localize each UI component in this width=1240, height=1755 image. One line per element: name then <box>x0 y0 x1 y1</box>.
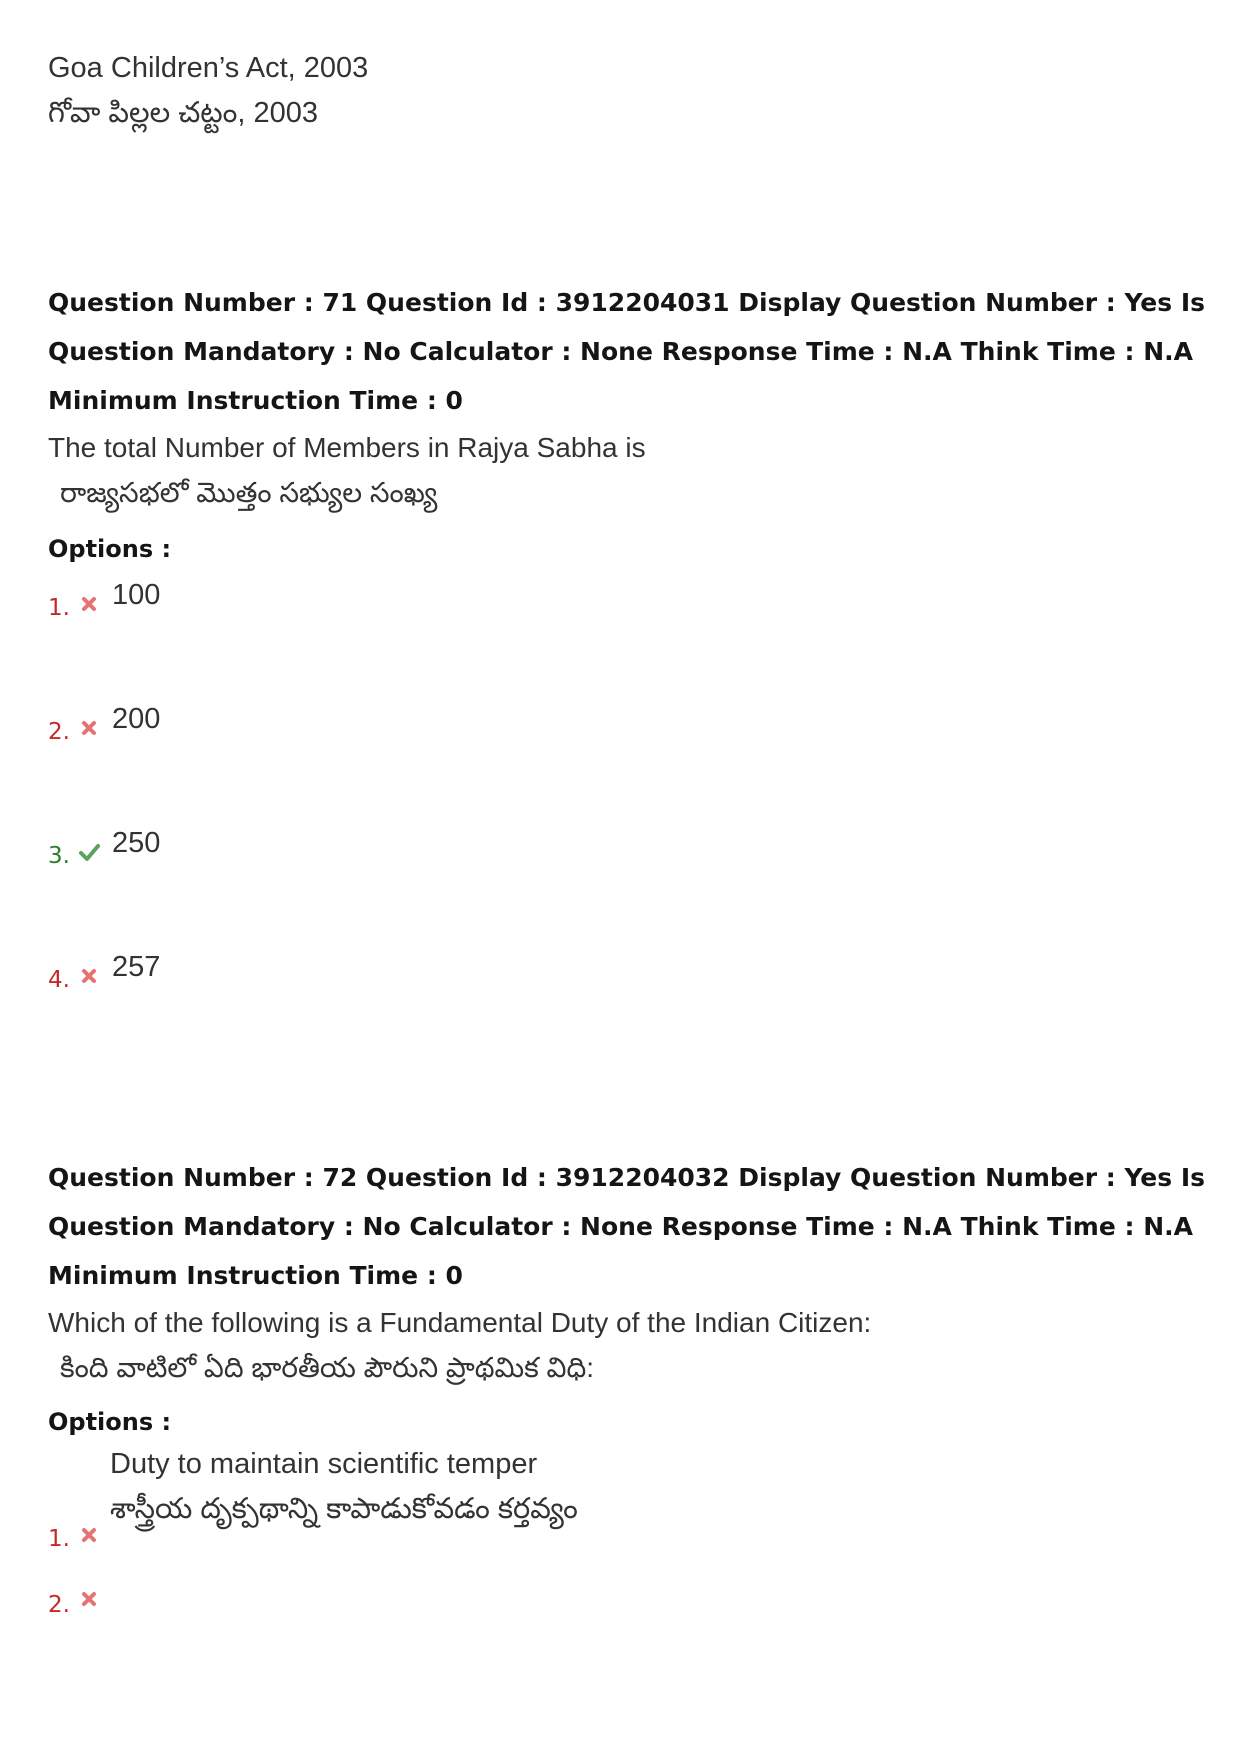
option-4 <box>48 941 1208 1065</box>
option-number: 2. <box>48 719 70 745</box>
cross-icon <box>78 965 100 987</box>
previous-option-telugu: గోవా పిల్లల చట్టం, 2003 <box>48 97 318 129</box>
option-value: 200 <box>112 703 161 735</box>
question-text-english: Which of the following is a Fundamental Duty of the Indian Citizen: <box>48 1307 872 1338</box>
option-value <box>110 1442 578 1532</box>
option-number: 1. <box>48 1526 70 1552</box>
cross-icon <box>78 593 100 615</box>
previous-option-english: Goa Children’s Act, 2003 <box>48 52 369 84</box>
question-text <box>48 425 1208 515</box>
question-meta: Question Number : 71 Question Id : 3912204031 Display Question Number : Yes Is Question Mandatory : No Calculator : None Response Time : N.A Think Time : N.A Minimum Instruction Time : 0 <box>48 288 1206 415</box>
option-value: 257 <box>112 951 161 983</box>
option-number: 1. <box>48 595 70 621</box>
check-icon <box>78 841 100 863</box>
option-1 <box>48 569 1208 693</box>
question-text-telugu: కింది వాటిలో ఏది భారతీయ పౌరుని ప్రాథమిక విధి: <box>60 1352 595 1383</box>
option-value: 100 <box>112 579 161 611</box>
option-value-english: Duty to maintain scientific temper <box>110 1448 538 1480</box>
question-text-english: The total Number of Members in Rajya Sabha is <box>48 432 646 463</box>
options-label: Options : <box>48 1408 172 1436</box>
option-number: 3. <box>48 843 70 869</box>
question-72 <box>48 1153 1208 1630</box>
question-meta: Question Number : 72 Question Id : 3912204032 Display Question Number : Yes Is Question Mandatory : No Calculator : None Response Time : N.A Think Time : N.A Minimum Instruction Time : 0 <box>48 1163 1206 1290</box>
option-2 <box>48 693 1208 817</box>
options-label: Options : <box>48 535 172 563</box>
option-1 <box>48 1442 1208 1570</box>
option-number: 2. <box>48 1592 70 1618</box>
option-number: 4. <box>48 967 70 993</box>
option-2 <box>48 1570 1208 1630</box>
question-text-telugu: రాజ్యసభలో మొత్తం సభ్యుల సంఖ్య <box>60 477 438 508</box>
option-value-telugu: శాస్త్రీయ దృక్పథాన్ని కాపాడుకోవడం కర్తవ్యం <box>110 1493 578 1525</box>
option-3 <box>48 817 1208 941</box>
option-value: 250 <box>112 827 161 859</box>
cross-icon <box>78 1524 100 1546</box>
question-text <box>48 1300 1208 1390</box>
previous-option-text <box>48 46 368 136</box>
cross-icon <box>78 717 100 739</box>
question-71 <box>48 278 1208 1065</box>
cross-icon <box>78 1588 100 1610</box>
